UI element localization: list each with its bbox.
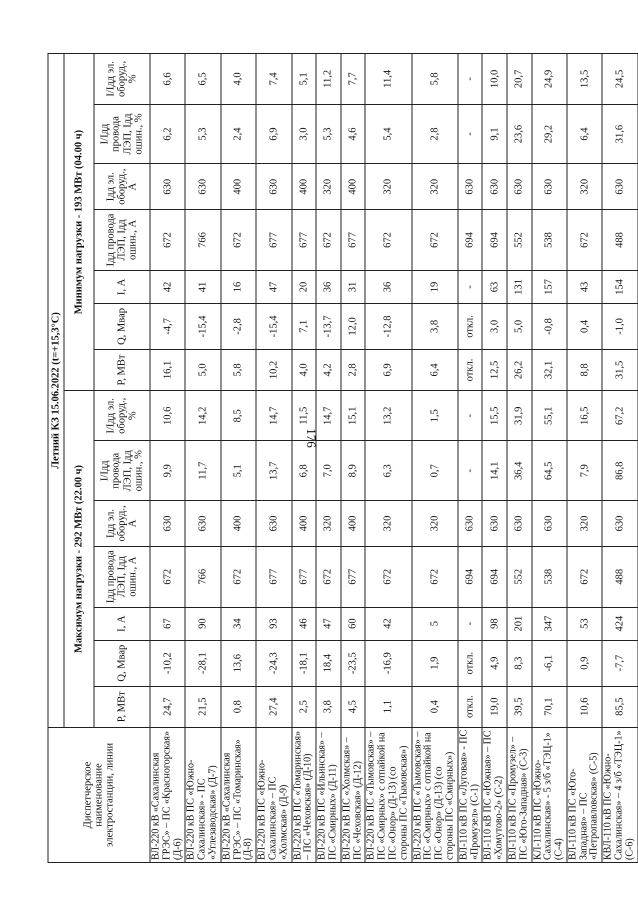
min-value-cell: 131 — [507, 270, 532, 303]
min-value-cell: 24,9 — [532, 54, 567, 105]
max-value-cell: 6,3 — [365, 441, 411, 501]
min-value-cell: 672 — [316, 210, 341, 271]
min-value-cell: 154 — [602, 270, 637, 303]
max-value-cell: -16,9 — [365, 640, 411, 686]
min-value-cell: 24,5 — [602, 54, 637, 105]
min-value-cell: 32,1 — [532, 349, 567, 390]
min-value-cell: -12,8 — [365, 304, 411, 350]
min-value-cell: 677 — [292, 210, 317, 271]
min-value-cell: 630 — [482, 164, 507, 210]
max-value-cell: -7,7 — [602, 640, 637, 686]
max-value-cell: 31,9 — [507, 391, 532, 441]
min-value-cell: 4,0 — [221, 54, 256, 105]
max-value-cell: 347 — [532, 607, 567, 640]
line-name-cell: ВЛ-220 кВ «Сахалинская ГРЭС» – ПС «Томаринская» (Д-8) — [221, 727, 256, 862]
min-value-cell: 6,4 — [567, 104, 602, 164]
min-value-cell: 16,1 — [150, 349, 185, 390]
min-value-cell: 4,2 — [316, 349, 341, 390]
col-p-header: P, МВт — [94, 349, 150, 390]
min-value-cell: 47 — [256, 270, 291, 303]
max-value-cell: 0,9 — [567, 640, 602, 686]
min-value-cell: откл. — [458, 349, 483, 390]
col-pct-line-header: I/Iдд провода ЛЭП, Iдд ошин., % — [94, 104, 150, 164]
table-row — [341, 54, 366, 863]
max-value-cell: 11,7 — [185, 441, 220, 501]
max-value-cell: 552 — [507, 546, 532, 607]
max-value-cell: 630 — [602, 501, 637, 547]
max-value-cell: 19,0 — [482, 686, 507, 727]
min-value-cell: 672 — [150, 210, 185, 271]
table-row — [365, 54, 411, 863]
min-value-cell: 20 — [292, 270, 317, 303]
max-value-cell: 0,7 — [412, 441, 458, 501]
min-load-header: Минимум нагрузки - 193 МВт (04.00 ч) — [64, 54, 94, 391]
max-value-cell: 630 — [482, 501, 507, 547]
line-name-cell: ВЛ-110 кВ ПС «Юго-Западная» – ПС «Петропавловская» (С-5) — [567, 727, 602, 862]
min-value-cell: 5,0 — [507, 304, 532, 350]
max-value-cell: -6,1 — [532, 640, 567, 686]
max-value-cell: 15,1 — [341, 391, 366, 441]
max-value-cell: 672 — [221, 546, 256, 607]
max-value-cell: 10,6 — [567, 686, 602, 727]
min-value-cell: 2,8 — [341, 349, 366, 390]
max-value-cell: 672 — [150, 546, 185, 607]
max-value-cell: 1,1 — [365, 686, 411, 727]
table-row — [316, 54, 341, 863]
max-value-cell: 14,2 — [185, 391, 220, 441]
max-value-cell: 14,7 — [316, 391, 341, 441]
max-value-cell: 201 — [507, 607, 532, 640]
min-value-cell: 12,0 — [341, 304, 366, 350]
max-value-cell: 400 — [221, 501, 256, 547]
min-value-cell: 5,8 — [412, 54, 458, 105]
min-value-cell: 630 — [458, 164, 483, 210]
max-value-cell: 24,7 — [150, 686, 185, 727]
col-i-header: I, А — [94, 270, 150, 303]
max-value-cell: 85,5 — [602, 686, 637, 727]
max-value-cell: - — [458, 391, 483, 441]
min-value-cell: 694 — [482, 210, 507, 271]
table-row — [292, 54, 317, 863]
min-value-cell: 3,0 — [292, 104, 317, 164]
col-pct-eq-header: I/Iдд эл. оборуд., % — [94, 54, 150, 105]
max-value-cell: 672 — [412, 546, 458, 607]
min-value-cell: 488 — [602, 210, 637, 271]
line-name-cell: КВЛ-110 кВ ПС «Южно-Сахалинская» – 4 з/б «ТЭЦ-1» (С-6) — [602, 727, 637, 862]
max-value-cell: 98 — [482, 607, 507, 640]
max-value-cell: 7,9 — [567, 441, 602, 501]
min-value-cell: 6,5 — [185, 54, 220, 105]
min-value-cell: 7,1 — [292, 304, 317, 350]
min-value-cell: 29,2 — [532, 104, 567, 164]
line-name-cell: ВЛ-110 кВ ПС «Луговая» - ПС «Промузел» (С-1) — [458, 727, 483, 862]
min-value-cell: откл. — [458, 304, 483, 350]
min-value-cell: 672 — [365, 210, 411, 271]
max-value-cell: 14,1 — [482, 441, 507, 501]
table-row — [221, 54, 256, 863]
rotated-table-container — [48, 53, 636, 863]
min-value-cell: 43 — [567, 270, 602, 303]
col-p-header: P, МВт — [94, 686, 150, 727]
min-value-cell: 630 — [185, 164, 220, 210]
max-value-cell: 424 — [602, 607, 637, 640]
min-value-cell: -1,0 — [602, 304, 637, 350]
max-value-cell: 16,5 — [567, 391, 602, 441]
min-value-cell: 3,0 — [482, 304, 507, 350]
min-value-cell: 5,3 — [316, 104, 341, 164]
min-value-cell: 42 — [150, 270, 185, 303]
max-value-cell: 672 — [316, 546, 341, 607]
min-value-cell: 4,0 — [292, 349, 317, 390]
max-value-cell: откл. — [458, 640, 483, 686]
max-value-cell: 13,2 — [365, 391, 411, 441]
col-i-header: I, А — [94, 607, 150, 640]
table-row — [458, 54, 483, 863]
max-value-cell: 5 — [412, 607, 458, 640]
min-value-cell: 7,4 — [256, 54, 291, 105]
line-name-cell: ВЛ-220 кВ ПС «Тымовская» – ПС «Смирных» с отпайкой на ПС «Онор» (Д-13) (со стороны ПС «Тымовская») — [365, 727, 411, 862]
max-load-header: Максимум нагрузки - 292 МВт (22.00 ч) — [64, 391, 94, 728]
min-value-cell: 10,0 — [482, 54, 507, 105]
min-value-cell: 630 — [532, 164, 567, 210]
max-value-cell: 3,8 — [316, 686, 341, 727]
min-value-cell: 672 — [412, 210, 458, 271]
max-value-cell: откл. — [458, 686, 483, 727]
min-value-cell: 26,2 — [507, 349, 532, 390]
max-value-cell: 14,7 — [256, 391, 291, 441]
table-row — [412, 54, 458, 863]
table-row — [532, 54, 567, 863]
table-row — [482, 54, 507, 863]
min-value-cell: 6,2 — [150, 104, 185, 164]
col-q-header: Q, Мвар — [94, 304, 150, 350]
max-value-cell: 39,5 — [507, 686, 532, 727]
min-value-cell: 672 — [221, 210, 256, 271]
max-value-cell: 60 — [341, 607, 366, 640]
max-value-cell: 10,6 — [150, 391, 185, 441]
max-value-cell: 9,9 — [150, 441, 185, 501]
max-value-cell: 488 — [602, 546, 637, 607]
table-row — [150, 54, 185, 863]
col-idd-line-header: Iдд провода ЛЭП, Iдд ошин., А — [94, 546, 150, 607]
min-value-cell: -15,4 — [185, 304, 220, 350]
max-value-cell: 672 — [365, 546, 411, 607]
max-value-cell: 630 — [507, 501, 532, 547]
max-value-cell: 320 — [567, 501, 602, 547]
max-value-cell: 42 — [365, 607, 411, 640]
min-value-cell: 2,4 — [221, 104, 256, 164]
max-value-cell: 11,5 — [292, 391, 317, 441]
max-value-cell: 8,5 — [221, 391, 256, 441]
max-value-cell: 677 — [341, 546, 366, 607]
line-name-cell: ВЛ-220 кВ ПС «Ильинская» – ПС «Смирных» (Д-11) — [316, 727, 341, 862]
min-value-cell: 630 — [602, 164, 637, 210]
min-value-cell: - — [458, 270, 483, 303]
max-value-cell: 70,1 — [532, 686, 567, 727]
max-value-cell: 64,5 — [532, 441, 567, 501]
max-value-cell: 67 — [150, 607, 185, 640]
min-value-cell: 630 — [150, 164, 185, 210]
min-value-cell: 19 — [412, 270, 458, 303]
max-value-cell: 4,5 — [341, 686, 366, 727]
min-value-cell: 9,1 — [482, 104, 507, 164]
max-value-cell: -24,3 — [256, 640, 291, 686]
min-value-cell: 36 — [316, 270, 341, 303]
min-value-cell: 11,4 — [365, 54, 411, 105]
max-value-cell: 21,5 — [185, 686, 220, 727]
max-value-cell: 320 — [412, 501, 458, 547]
max-value-cell: 13,6 — [221, 640, 256, 686]
max-value-cell: - — [458, 607, 483, 640]
max-value-cell: -23,5 — [341, 640, 366, 686]
min-value-cell: 31 — [341, 270, 366, 303]
max-value-cell: 0,4 — [412, 686, 458, 727]
min-value-cell: 4,6 — [341, 104, 366, 164]
min-value-cell: 6,6 — [150, 54, 185, 105]
max-value-cell: 630 — [150, 501, 185, 547]
min-value-cell: 766 — [185, 210, 220, 271]
max-value-cell: 630 — [185, 501, 220, 547]
max-value-cell: 0,8 — [221, 686, 256, 727]
min-value-cell: 41 — [185, 270, 220, 303]
max-value-cell: 15,5 — [482, 391, 507, 441]
max-value-cell: 320 — [316, 501, 341, 547]
line-name-cell: ВЛ-220 кВ «Сахалинская ГРЭС» – ПС «Красногорская» (Д-6) — [150, 727, 185, 862]
load-table — [48, 53, 638, 863]
min-value-cell: 36 — [365, 270, 411, 303]
min-value-cell: 10,2 — [256, 349, 291, 390]
max-value-cell: 400 — [292, 501, 317, 547]
col-idd-eq-header: Iдд эл. оборуд., А — [94, 164, 150, 210]
table-body — [150, 54, 638, 863]
min-value-cell: 630 — [507, 164, 532, 210]
table-row — [567, 54, 602, 863]
min-value-cell: -15,4 — [256, 304, 291, 350]
line-name-cell: ВЛ-220 кВ ПС «Южно-Сахалинская» – ПС «Холмская» (Д-9) — [256, 727, 291, 862]
max-value-cell: 46 — [292, 607, 317, 640]
max-value-cell: 7,0 — [316, 441, 341, 501]
max-value-cell: - — [458, 441, 483, 501]
max-value-cell: 630 — [458, 501, 483, 547]
max-value-cell: 630 — [256, 501, 291, 547]
col-idd-line-header: Iдд провода ЛЭП, Iдд ошин., А — [94, 210, 150, 271]
min-value-cell: 7,7 — [341, 54, 366, 105]
min-value-cell: 20,7 — [507, 54, 532, 105]
max-value-cell: 53 — [567, 607, 602, 640]
min-value-cell: 320 — [412, 164, 458, 210]
min-value-cell: - — [458, 54, 483, 105]
min-value-cell: -4,7 — [150, 304, 185, 350]
max-value-cell: 677 — [256, 546, 291, 607]
max-value-cell: 4,9 — [482, 640, 507, 686]
min-value-cell: 0,4 — [567, 304, 602, 350]
max-value-cell: 36,4 — [507, 441, 532, 501]
min-value-cell: -0,8 — [532, 304, 567, 350]
page-number: 176 — [304, 428, 319, 448]
min-value-cell: 400 — [221, 164, 256, 210]
max-value-cell: 34 — [221, 607, 256, 640]
max-value-cell: 55,1 — [532, 391, 567, 441]
min-value-cell: 400 — [292, 164, 317, 210]
table-row — [507, 54, 532, 863]
col-q-header: Q, Мвар — [94, 640, 150, 686]
max-value-cell: -10,2 — [150, 640, 185, 686]
max-value-cell: 8,3 — [507, 640, 532, 686]
min-value-cell: 677 — [341, 210, 366, 271]
col-idd-eq-header: Iдд эл. оборуд., А — [94, 501, 150, 547]
min-value-cell: 5,3 — [185, 104, 220, 164]
min-value-cell: 5,8 — [221, 349, 256, 390]
min-value-cell: 8,8 — [567, 349, 602, 390]
min-value-cell: 11,2 — [316, 54, 341, 105]
max-value-cell: 13,7 — [256, 441, 291, 501]
min-value-cell: 31,5 — [602, 349, 637, 390]
min-value-cell: 672 — [567, 210, 602, 271]
min-value-cell: 320 — [365, 164, 411, 210]
min-value-cell: 31,6 — [602, 104, 637, 164]
max-value-cell: 67,2 — [602, 391, 637, 441]
min-value-cell: 23,6 — [507, 104, 532, 164]
max-value-cell: 766 — [185, 546, 220, 607]
min-value-cell: 13,5 — [567, 54, 602, 105]
max-value-cell: 5,1 — [221, 441, 256, 501]
max-value-cell: 18,4 — [316, 640, 341, 686]
max-value-cell: -18,1 — [292, 640, 317, 686]
max-value-cell: 2,5 — [292, 686, 317, 727]
max-value-cell: -28,1 — [185, 640, 220, 686]
min-value-cell: 6,9 — [256, 104, 291, 164]
min-value-cell: 2,8 — [412, 104, 458, 164]
name-header: Диспетчерское наименование электростанции, линии — [48, 727, 150, 862]
max-value-cell: 27,4 — [256, 686, 291, 727]
max-value-cell: 47 — [316, 607, 341, 640]
max-value-cell: 400 — [341, 501, 366, 547]
max-value-cell: 694 — [482, 546, 507, 607]
min-value-cell: 5,0 — [185, 349, 220, 390]
min-value-cell: 677 — [256, 210, 291, 271]
min-value-cell: 694 — [458, 210, 483, 271]
max-value-cell: 8,9 — [341, 441, 366, 501]
min-value-cell: -2,8 — [221, 304, 256, 350]
min-value-cell: -13,7 — [316, 304, 341, 350]
line-name-cell: ВЛ-220 кВ ПС «Тымовская» – ПС «Смирных» с отпайкой на ПС «Онор» (Д-13) (со стороны ПС «Смирных») — [412, 727, 458, 862]
line-name-cell: ВЛ-220 кВ ПС «Холмская» – ПС «Чеховская» (Д-12) — [341, 727, 366, 862]
min-value-cell: 630 — [256, 164, 291, 210]
min-value-cell: 3,8 — [412, 304, 458, 350]
min-value-cell: 6,9 — [365, 349, 411, 390]
table-row — [185, 54, 220, 863]
max-value-cell: 320 — [365, 501, 411, 547]
max-value-cell: 630 — [532, 501, 567, 547]
min-value-cell: 552 — [507, 210, 532, 271]
min-value-cell: 6,4 — [412, 349, 458, 390]
line-name-cell: ВЛ-110 кВ ПС «Южная» – ПС «Хомутово-2» (С-2) — [482, 727, 507, 862]
max-value-cell: 672 — [567, 546, 602, 607]
group-header: Летний КЗ 15.06.2022 (t=+15,3°C) — [48, 54, 64, 728]
min-value-cell: 63 — [482, 270, 507, 303]
min-value-cell: 157 — [532, 270, 567, 303]
line-name-cell: КЛ-110 кВ ПС «Южно-Сахалинская» - 5 з/б «ТЭЦ-1» (С-4) — [532, 727, 567, 862]
min-value-cell: 12,5 — [482, 349, 507, 390]
min-value-cell: - — [458, 104, 483, 164]
max-value-cell: 93 — [256, 607, 291, 640]
max-value-cell: 90 — [185, 607, 220, 640]
min-value-cell: 16 — [221, 270, 256, 303]
min-value-cell: 538 — [532, 210, 567, 271]
max-value-cell: 538 — [532, 546, 567, 607]
min-value-cell: 5,4 — [365, 104, 411, 164]
min-value-cell: 400 — [341, 164, 366, 210]
max-value-cell: 1,9 — [412, 640, 458, 686]
max-value-cell: 677 — [292, 546, 317, 607]
table-row — [256, 54, 291, 863]
table-row — [602, 54, 637, 863]
col-pct-line-header: I/Iдд провода ЛЭП, Iдд ошин., % — [94, 441, 150, 501]
line-name-cell: ВЛ-110 кВ ПС «Промузел» – ПС «Юго-Западная» (С-3) — [507, 727, 532, 862]
max-value-cell: 6,8 — [292, 441, 317, 501]
max-value-cell: 1,5 — [412, 391, 458, 441]
min-value-cell: 320 — [316, 164, 341, 210]
line-name-cell: ВЛ-220 кВ ПС «Томаринская» – ПС «Чеховская» (Д-10) — [292, 727, 317, 862]
min-value-cell: 5,1 — [292, 54, 317, 105]
max-value-cell: 694 — [458, 546, 483, 607]
max-value-cell: 86,8 — [602, 441, 637, 501]
min-value-cell: 320 — [567, 164, 602, 210]
col-pct-eq-header: I/Iдд эл. оборуд., % — [94, 391, 150, 441]
line-name-cell: ВЛ-220 кВ ПС «Южно-Сахалинская» - ПС «Углезаводская» (Д-7) — [185, 727, 220, 862]
